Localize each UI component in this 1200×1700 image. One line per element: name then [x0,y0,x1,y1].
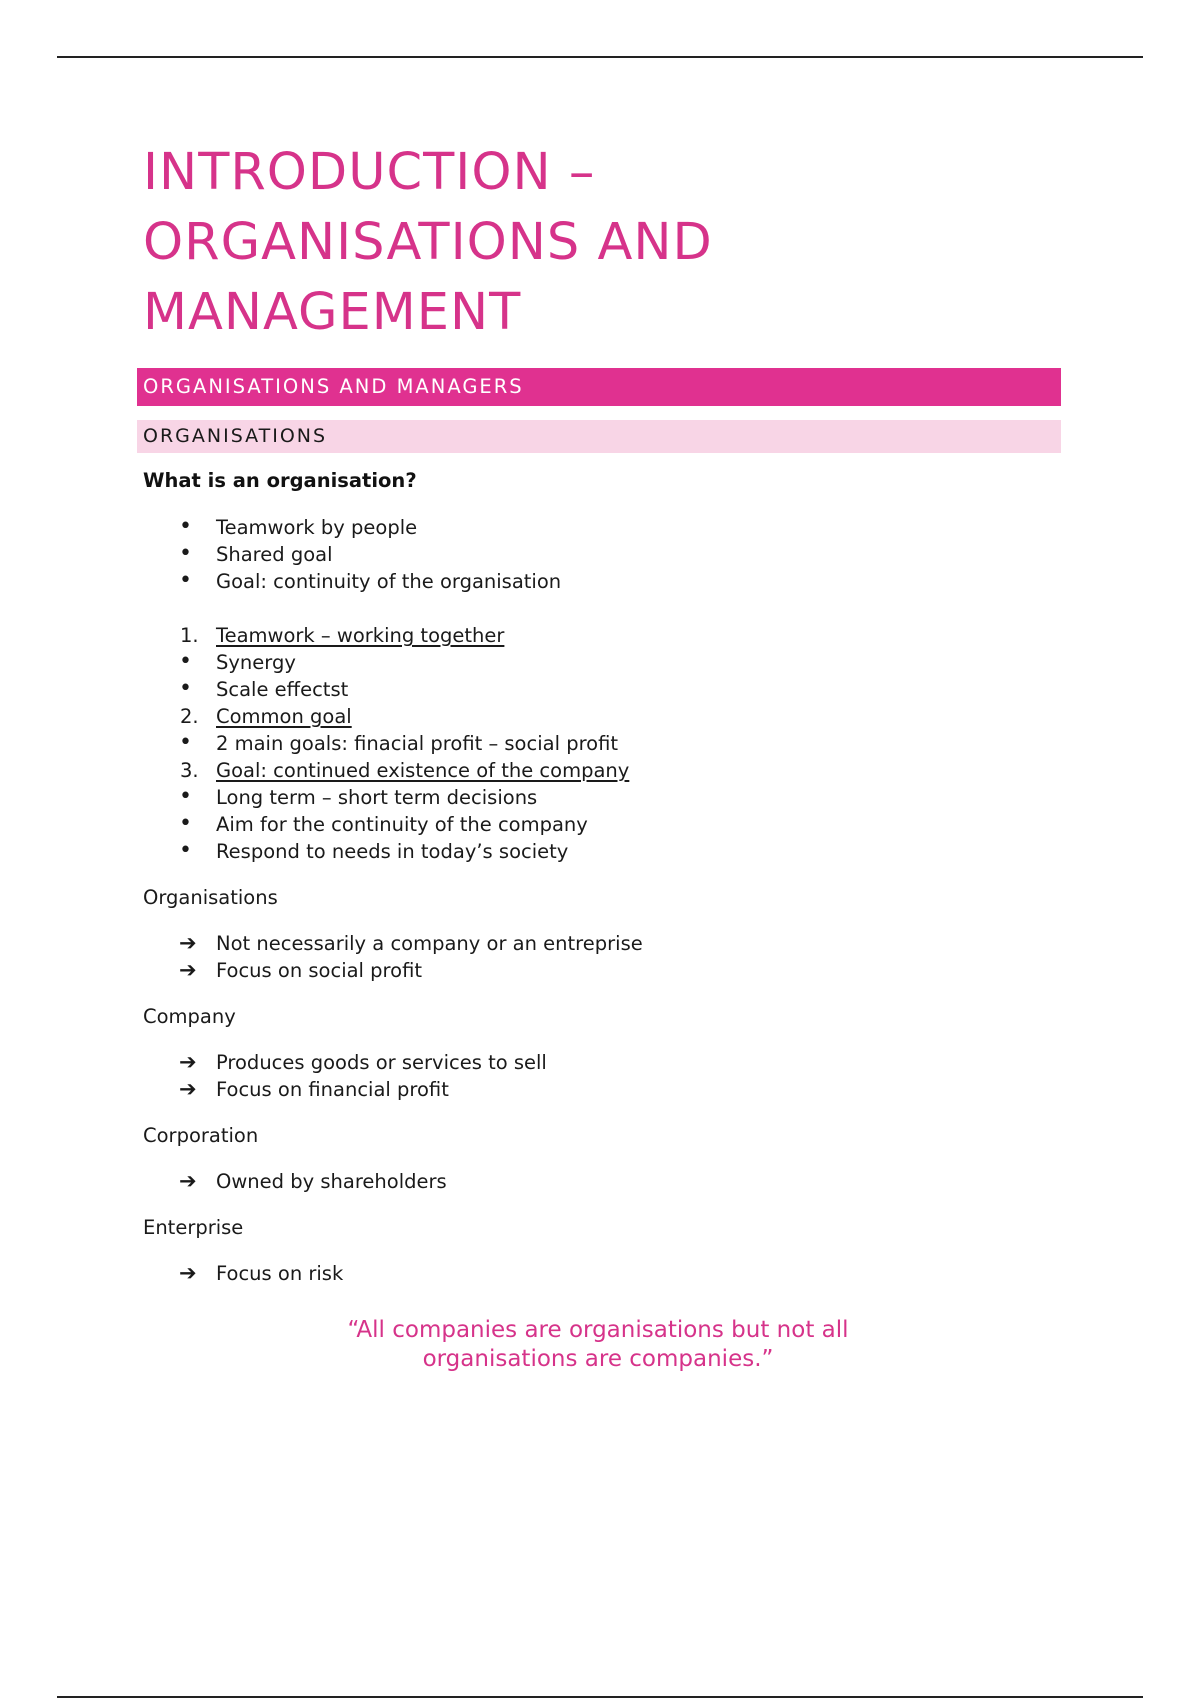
numbered-list [143,622,1063,865]
section-label: Organisations [143,886,278,909]
list-item [143,622,1063,649]
arrow-right-icon: ➔ [179,1261,197,1285]
list-item [143,930,1063,957]
list-item-text: Owned by shareholders [216,1170,447,1193]
arrow-right-icon: ➔ [179,958,197,982]
section-label: Enterprise [143,1216,244,1239]
quote [143,1316,1053,1374]
bullet-icon: • [179,784,192,809]
list-item [143,649,1063,676]
list-item-text: Goal: continuity of the organisation [216,570,562,593]
bullet-icon: • [179,676,192,701]
arrow-list [143,1049,1063,1103]
section-label: Corporation [143,1124,259,1147]
subsection-heading-organisations: ORGANISATIONS [137,420,1061,453]
arrow-right-icon: ➔ [179,1077,197,1101]
list-item-text: Goal: continued existence of the company [216,759,630,782]
list-item-text: Common goal [216,705,352,728]
list-item [143,676,1063,703]
list-item-text: 2 main goals: finacial profit – social profit [216,732,619,755]
list-item [143,811,1063,838]
list-item-text: Aim for the continuity of the company [216,813,588,836]
arrow-list [143,930,1063,984]
list-item-text: Synergy [216,651,296,674]
document-title: INTRODUCTION – ORGANISATIONS AND MANAGEMENT [143,143,713,342]
definition-sections [143,885,1063,1287]
list-item [143,757,1063,784]
list-item-text: Focus on financial profit [216,1078,449,1101]
arrow-list [143,1260,1063,1287]
arrow-list [143,1168,1063,1195]
list-item [143,541,1063,568]
list-item [143,730,1063,757]
list-item-text: Focus on risk [216,1262,344,1285]
list-item-text: Not necessarily a company or an entreprise [216,932,643,955]
list-item [143,568,1063,595]
list-item [143,957,1063,984]
section-heading-organisations-and-managers: ORGANISATIONS AND MANAGERS [137,368,1061,406]
list-item [143,1076,1063,1103]
list-item [143,784,1063,811]
bullet-icon: • [179,541,192,566]
list-number: 1. [180,624,199,647]
list-item-text: Respond to needs in today’s society [216,840,569,863]
list-number: 3. [180,759,199,782]
intro-bullet-list [143,514,1063,595]
list-item-text: Produces goods or services to sell [216,1051,547,1074]
list-item-text: Teamwork – working together [216,624,505,647]
quote-line-1: “All companies are organisations but not all [347,1317,849,1343]
bullet-icon: • [179,649,192,674]
bullet-icon: • [179,568,192,593]
bottom-rule [57,1696,1143,1698]
bullet-icon: • [179,811,192,836]
arrow-right-icon: ➔ [179,931,197,955]
arrow-right-icon: ➔ [179,1169,197,1193]
list-item [143,514,1063,541]
section-label: Company [143,1005,236,1028]
quote-line-2: organisations are companies.” [422,1346,774,1372]
list-item-text: Long term – short term decisions [216,786,538,809]
top-rule [57,56,1143,58]
list-item-text: Shared goal [216,543,333,566]
document-body [143,138,1063,1287]
list-item [143,1168,1063,1195]
list-number: 2. [180,705,199,728]
list-item-text: Teamwork by people [216,516,418,539]
list-item [143,1049,1063,1076]
question-heading: What is an organisation? [143,469,417,492]
list-item [143,838,1063,865]
list-item-text: Focus on social profit [216,959,422,982]
bullet-icon: • [179,730,192,755]
list-item-text: Scale effectst [216,678,349,701]
bullet-icon: • [179,838,192,863]
bullet-icon: • [179,514,192,539]
list-item [143,703,1063,730]
list-item [143,1260,1063,1287]
arrow-right-icon: ➔ [179,1050,197,1074]
